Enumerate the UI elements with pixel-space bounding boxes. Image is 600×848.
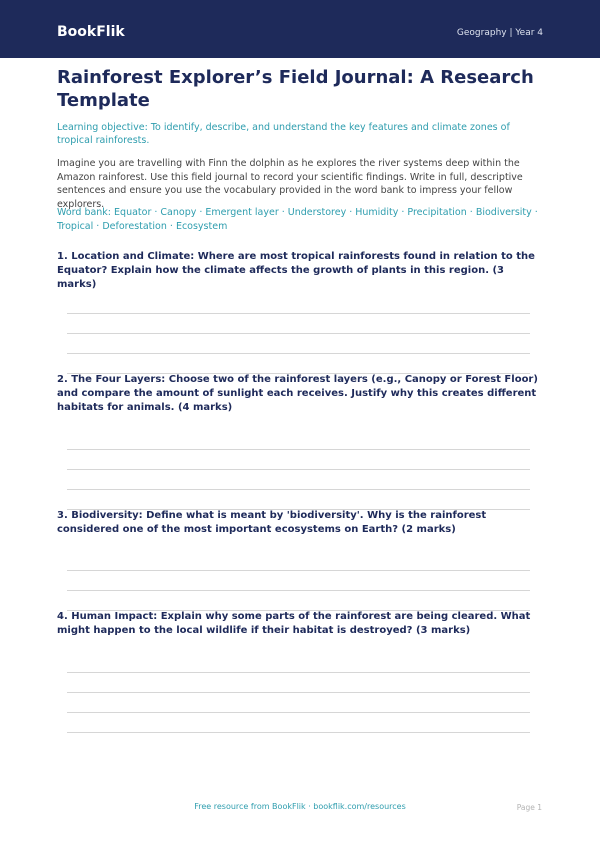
brand-logo-text: BookFlik <box>57 24 125 40</box>
question-3: 3. Biodiversity: Define what is meant by 'biodiversity'. Why is the rainforest considered one of the most important ecosystems on Earth? (2 marks) <box>57 510 487 535</box>
answer-line[interactable] <box>67 732 530 733</box>
word-bank: Word bank: Equator · Canopy · Emergent layer · Understorey · Humidity · Precipitation · Biodiversity · Tropical · Deforestation · Ecosystem <box>57 207 538 232</box>
question-2: 2. The Four Layers: Choose two of the rainforest layers (e.g., Canopy or Forest Floor) and compare the amount of sunlight each receives. Justify why this creates different habitats for animals. (4 marks) <box>57 374 538 413</box>
answer-line[interactable] <box>67 570 530 571</box>
answer-line[interactable] <box>67 692 530 693</box>
answer-line[interactable] <box>67 333 530 334</box>
answer-line[interactable] <box>67 313 530 314</box>
footer-resource-link[interactable]: Free resource from BookFlik · bookflik.com/resources <box>194 802 406 811</box>
answer-line[interactable] <box>67 590 530 591</box>
answer-line[interactable] <box>67 672 530 673</box>
page-number: Page 1 <box>516 803 542 812</box>
answer-line[interactable] <box>67 353 530 354</box>
page-title: Rainforest Explorer’s Field Journal: A Research Template <box>57 67 534 111</box>
intro-paragraph: Imagine you are travelling with Finn the dolphin as he explores the river systems deep within the Amazon rainforest. Use this field journal to record your scientific findings. Write in full, descriptive sentences and ensure you use the vocabulary provided in the word bank to impress your fellow explorers. <box>57 158 523 210</box>
subject-year-label: Geography | Year 4 <box>456 28 543 38</box>
answer-line[interactable] <box>67 712 530 713</box>
answer-line[interactable] <box>67 489 530 490</box>
learning-objective: Learning objective: To identify, describe, and understand the key features and climate zones of tropical rainforests. <box>57 122 510 146</box>
answer-line[interactable] <box>67 469 530 470</box>
answer-line[interactable] <box>67 449 530 450</box>
question-1: 1. Location and Climate: Where are most tropical rainforests found in relation to the Equator? Explain how the climate affects the growth of plants in this region. (3 marks) <box>57 251 535 290</box>
question-4: 4. Human Impact: Explain why some parts of the rainforest are being cleared. What might happen to the local wildlife if their habitat is destroyed? (3 marks) <box>57 611 531 636</box>
header-bar <box>0 0 600 58</box>
